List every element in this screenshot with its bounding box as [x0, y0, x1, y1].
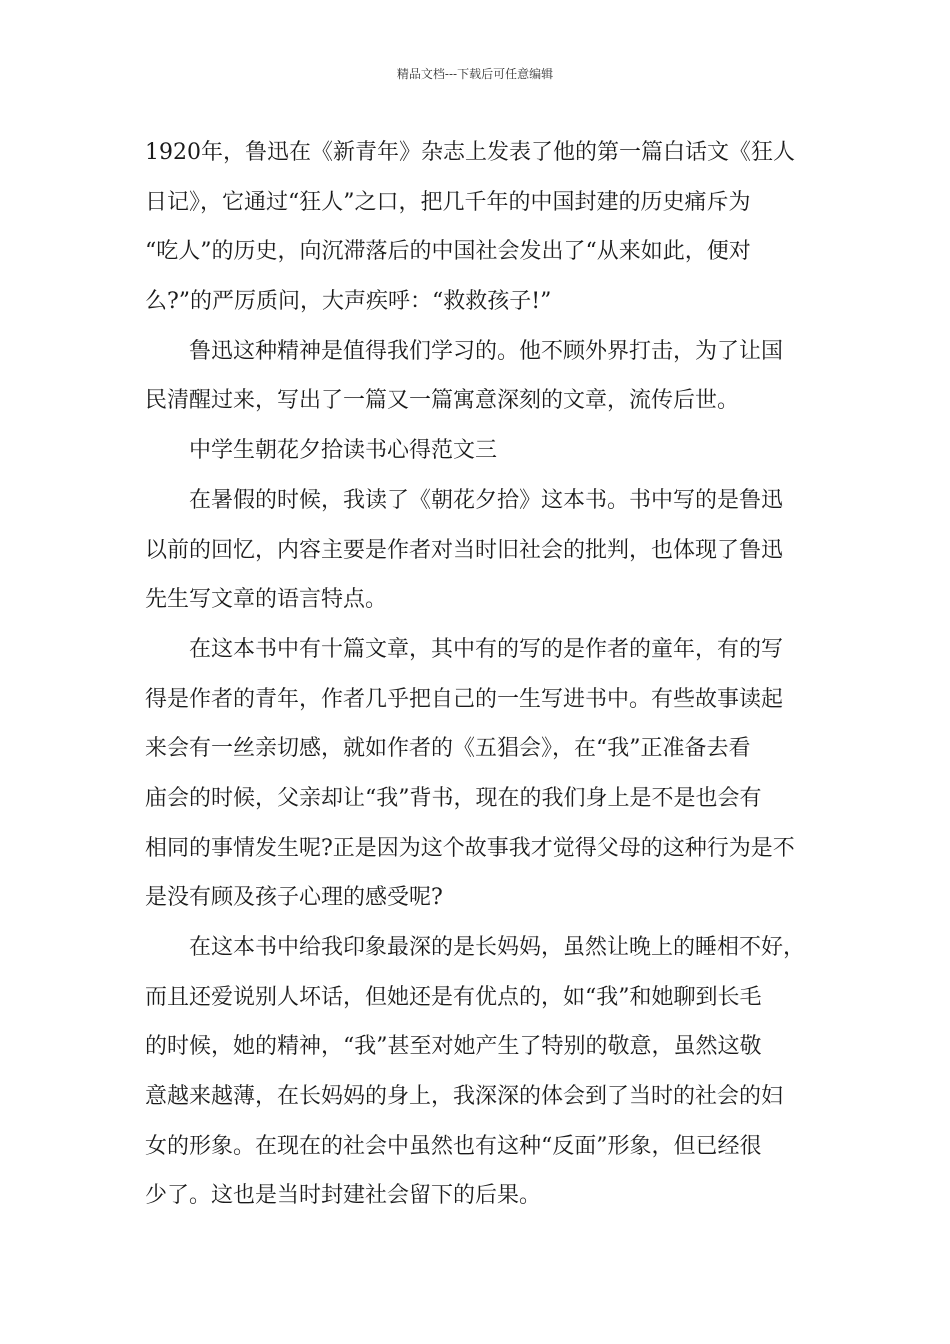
text-line: 少了。这也是当时封建社会留下的后果。 — [145, 1183, 542, 1209]
text-line: 意越来越薄，在长妈妈的身上，我深深的体会到了当时的社会的妇 — [145, 1084, 784, 1110]
text-line: 鲁迅这种精神是值得我们学习的。他不顾外界打击，为了让国 — [189, 338, 784, 364]
text-line: 庙会的时候，父亲却让“我”背书，现在的我们身上是不是也会有 — [145, 785, 762, 811]
text-line: 以前的回忆，内容主要是作者对当时旧社会的批判，也体现了鲁迅 — [145, 537, 784, 563]
text-line: 的时候，她的精神，“我”甚至对她产生了特别的敬意，虽然这敬 — [145, 1034, 762, 1060]
text-line: 是没有顾及孩子心理的感受呢? — [145, 885, 443, 911]
text-line: 日记》，它通过“狂人”之口，把几千年的中国封建的历史痛斥为 — [145, 189, 751, 215]
text-line: 来会有一丝亲切感，就如作者的《五猖会》，在“我”正准备去看 — [145, 736, 751, 762]
text-line: 女的形象。在现在的社会中虽然也有这种“反面”形象，但已经很 — [145, 1133, 762, 1159]
text-line: 而且还爱说别人坏话，但她还是有优点的，如“我”和她聊到长毛 — [145, 984, 762, 1010]
text-line: 民清醒过来，写出了一篇又一篇寓意深刻的文章，流传后世。 — [145, 388, 740, 414]
text-line: “吃人”的历史，向沉滞落后的中国社会发出了“从来如此，便对 — [145, 239, 751, 265]
document-body — [145, 128, 811, 1221]
text-line: 在这本书中给我印象最深的是长妈妈，虽然让晚上的睡相不好， — [189, 935, 806, 960]
text-line: 先生写文章的语言特点。 — [145, 587, 388, 613]
text-line: 中学生朝花夕拾读书心得范文三 — [189, 438, 498, 464]
text-line: 在这本书中有十篇文章，其中有的写的是作者的童年，有的写 — [189, 636, 784, 662]
text-line: 相同的事情发生呢?正是因为这个故事我才觉得父母的这种行为是不 — [145, 835, 795, 861]
text-line: 得是作者的青年，作者几乎把自己的一生写进书中。有些故事读起 — [145, 686, 784, 712]
text-line: 在暑假的时候，我读了《朝花夕拾》这本书。书中写的是鲁迅 — [189, 487, 784, 513]
text-line: 么?”的严厉质问，大声疾呼：“救救孩子!” — [145, 289, 552, 315]
text-line: 1920年，鲁迅在《新青年》杂志上发表了他的第一篇白话文《狂人 — [145, 140, 795, 165]
page-header: 精品文档---下载后可任意编辑 — [396, 67, 554, 81]
